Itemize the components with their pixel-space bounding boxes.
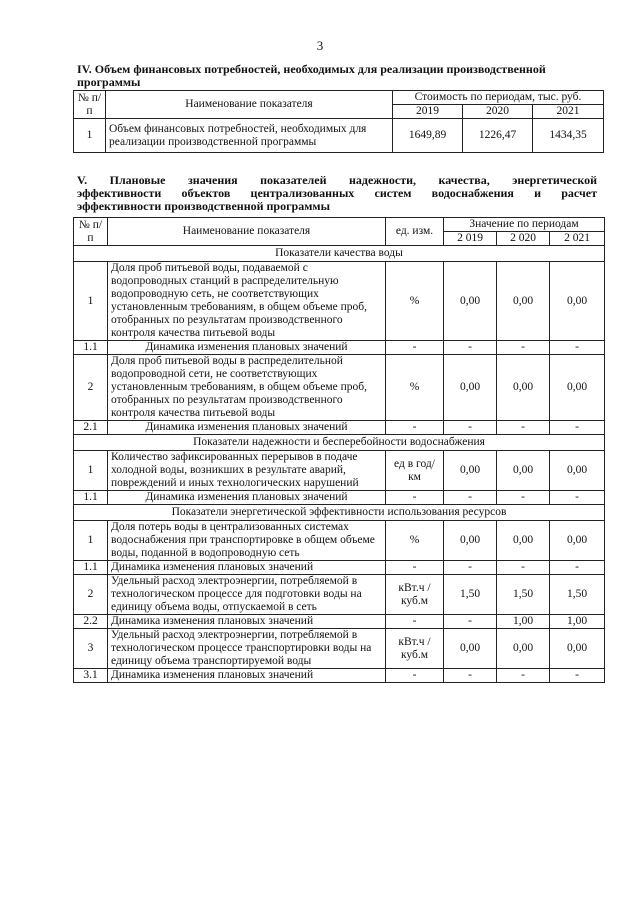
row-value: 1,50 — [550, 575, 605, 615]
row-number: 1.1 — [74, 561, 108, 575]
row-name: Объем финансовых потребностей, необходимых для реализации производственной программы — [106, 119, 393, 153]
row-name: Динамика изменения плановых значений — [108, 669, 386, 683]
row-value: 0,00 — [444, 451, 497, 491]
section4-title: IV. Объем финансовых потребностей, необходимых для реализации производственной программы — [77, 62, 546, 89]
section-header-row — [74, 505, 605, 521]
year-header: 2019 — [393, 105, 463, 119]
table-header-row — [74, 91, 604, 105]
table-header-row — [74, 218, 605, 232]
row-name: Доля потерь воды в централизованных системах водоснабжения при транспортировке в общем объеме воды, поданной в водопроводную сеть — [108, 521, 386, 561]
row-value: - — [497, 561, 550, 575]
page-number: 3 — [316, 38, 324, 53]
row-value: - — [444, 561, 497, 575]
table-row — [74, 451, 605, 491]
table-row — [74, 615, 605, 629]
table-row — [74, 561, 605, 575]
row-value: - — [497, 491, 550, 505]
row-value: 0,00 — [550, 629, 605, 669]
row-number: 2 — [74, 575, 108, 615]
row-unit: % — [386, 262, 444, 341]
year-header: 2020 — [463, 105, 533, 119]
row-name: Количество зафиксированных перерывов в подаче холодной воды, возникших в результате аварий, повреждений и иных технологических нарушений — [108, 451, 386, 491]
row-number: 1.1 — [74, 491, 108, 505]
row-number: 1 — [74, 262, 108, 341]
row-unit: - — [386, 421, 444, 435]
row-value: - — [550, 421, 605, 435]
table-row — [74, 521, 605, 561]
year-header: 2 021 — [550, 232, 605, 246]
row-unit: ед в год/ км — [386, 451, 444, 491]
row-value: - — [497, 341, 550, 355]
row-name: Удельный расход электроэнергии, потребляемой в технологическом процессе транспортировки воды на единицу объема транспортируемой воды — [108, 629, 386, 669]
row-value: 0,00 — [444, 262, 497, 341]
row-value: - — [497, 669, 550, 683]
row-value: - — [444, 421, 497, 435]
row-value: - — [550, 341, 605, 355]
section-header-row — [74, 246, 605, 262]
row-name: Динамика изменения плановых значений — [108, 341, 386, 355]
year-header: 2 020 — [497, 232, 550, 246]
row-value: 0,00 — [497, 355, 550, 421]
row-unit: - — [386, 615, 444, 629]
year-header: 2021 — [533, 105, 604, 119]
row-number: 1 — [74, 521, 108, 561]
section5-title-line: V. Плановые значения показателей надежности, качества, энергетической — [77, 173, 597, 187]
row-name: Динамика изменения плановых значений — [108, 561, 386, 575]
section-header: Показатели качества воды — [74, 246, 605, 262]
indicators-body — [74, 246, 605, 683]
table-row — [74, 421, 605, 435]
col-no-header: № п/п — [74, 218, 108, 246]
row-number: 2.2 — [74, 615, 108, 629]
row-value: - — [444, 341, 497, 355]
section-header: Показатели энергетической эффективности использования ресурсов — [74, 505, 605, 521]
row-number: 3 — [74, 629, 108, 669]
row-unit: - — [386, 491, 444, 505]
row-value: 0,00 — [550, 262, 605, 341]
row-unit: - — [386, 341, 444, 355]
row-number: 1.1 — [74, 341, 108, 355]
col-periods-header: Значение по периодам — [444, 218, 605, 232]
row-value: - — [444, 491, 497, 505]
row-value: 0,00 — [497, 521, 550, 561]
row-name: Динамика изменения плановых значений — [108, 491, 386, 505]
row-number: 3.1 — [74, 669, 108, 683]
row-number: 1 — [74, 119, 106, 153]
row-value: - — [550, 669, 605, 683]
row-value: 1434,35 — [533, 119, 604, 153]
col-no-header: № п/п — [74, 91, 106, 119]
section-header: Показатели надежности и бесперебойности водоснабжения — [74, 435, 605, 451]
section5-title-line: эффективности объектов централизованных систем водоснабжения и расчет — [77, 186, 597, 200]
row-value: 0,00 — [444, 355, 497, 421]
row-value: 0,00 — [497, 629, 550, 669]
row-name: Удельный расход электроэнергии, потребляемой в технологическом процессе для подготовки воды на единицу объема воды, отпускаемой в сеть — [108, 575, 386, 615]
row-name: Динамика изменения плановых значений — [108, 421, 386, 435]
section5-title-line: эффективности производственной программы — [77, 199, 330, 213]
row-value: - — [550, 561, 605, 575]
table-row — [74, 119, 604, 153]
table-row — [74, 355, 605, 421]
row-unit: - — [386, 561, 444, 575]
col-cost-header: Стоимость по периодам, тыс. руб. — [393, 91, 604, 105]
row-value: 1,50 — [497, 575, 550, 615]
row-name: Динамика изменения плановых значений — [108, 615, 386, 629]
row-value: 1,00 — [550, 615, 605, 629]
table-row — [74, 341, 605, 355]
row-value: 0,00 — [550, 355, 605, 421]
row-value: - — [497, 421, 550, 435]
table-row — [74, 575, 605, 615]
row-value: - — [550, 491, 605, 505]
year-header: 2 019 — [444, 232, 497, 246]
table-row — [74, 262, 605, 341]
row-unit: - — [386, 669, 444, 683]
row-number: 2 — [74, 355, 108, 421]
col-name-header: Наименование показателя — [106, 91, 393, 119]
row-value: 1,50 — [444, 575, 497, 615]
table-row — [74, 669, 605, 683]
row-name: Доля проб питьевой воды, подаваемой с водопроводных станций в распределительную водопроводную сеть, не соответствующих установленным требованиям, в общем объеме проб, отобранных по результатам производственного контроля качества питьевой воды — [108, 262, 386, 341]
table-row — [74, 629, 605, 669]
row-value: 1649,89 — [393, 119, 463, 153]
row-unit: кВт.ч / куб.м — [386, 575, 444, 615]
row-value: 0,00 — [444, 521, 497, 561]
col-unit-header: ед. изм. — [386, 218, 444, 246]
indicators-table — [73, 217, 605, 683]
row-value: 0,00 — [550, 521, 605, 561]
row-value: 0,00 — [550, 451, 605, 491]
row-value: 1,00 — [497, 615, 550, 629]
row-number: 1 — [74, 451, 108, 491]
row-value: 1226,47 — [463, 119, 533, 153]
row-unit: % — [386, 521, 444, 561]
table-row — [74, 491, 605, 505]
row-name: Доля проб питьевой воды в распределительной водопроводной сети, не соответствующих установленным требованиям, в общем объеме проб, отобранных по результатам производственного контроля качества питьевой воды — [108, 355, 386, 421]
row-unit: кВт.ч / куб.м — [386, 629, 444, 669]
row-value: 0,00 — [497, 262, 550, 341]
row-value: 0,00 — [444, 629, 497, 669]
row-value: - — [444, 615, 497, 629]
col-name-header: Наименование показателя — [108, 218, 386, 246]
row-unit: % — [386, 355, 444, 421]
financial-needs-table — [73, 90, 604, 153]
row-number: 2.1 — [74, 421, 108, 435]
section-header-row — [74, 435, 605, 451]
section5-title — [77, 174, 597, 213]
row-value: - — [444, 669, 497, 683]
row-value: 0,00 — [497, 451, 550, 491]
